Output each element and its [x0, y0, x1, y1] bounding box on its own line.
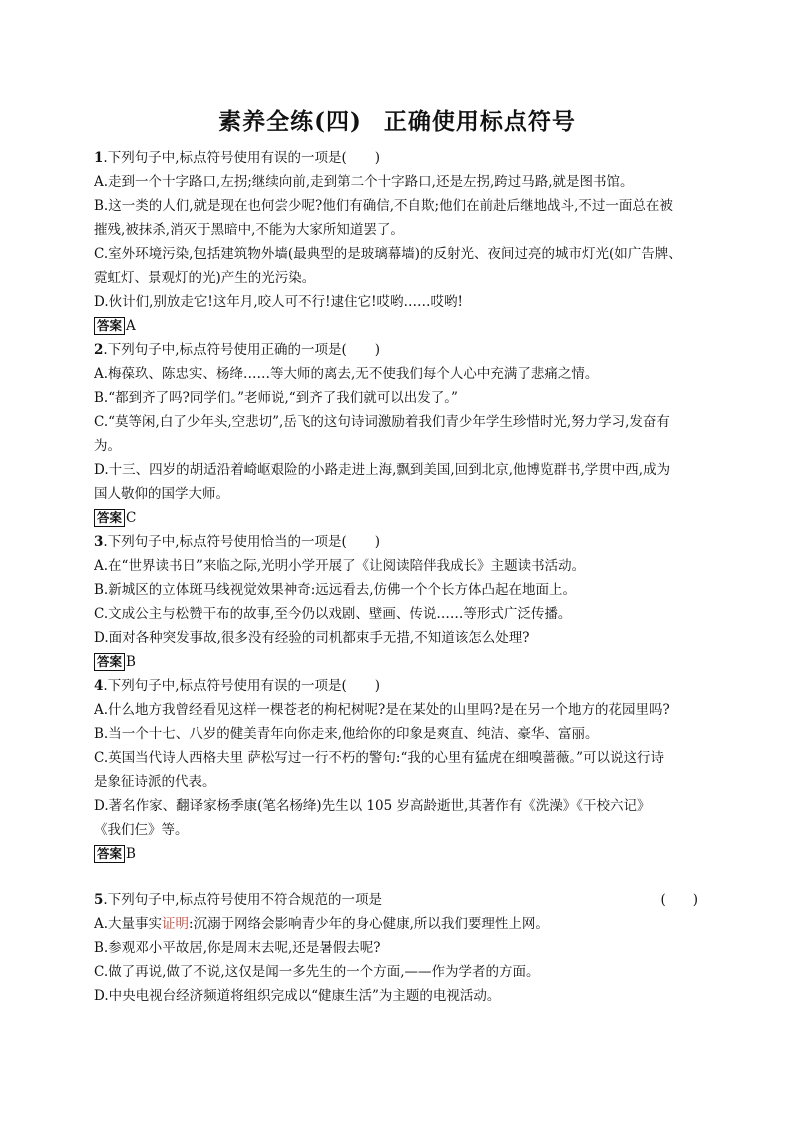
question-number: 5: [94, 892, 104, 908]
answer-label: 答案: [94, 653, 125, 671]
option-a: A.什么地方我曾经看见这样一棵苍老的枸杞树呢?是在某处的山里吗?是在另一个地方的花园里吗?: [94, 702, 670, 718]
option-b: B.新城区的立体斑马线视觉效果神奇:远远看去,仿佛一个个长方体凸起在地面上。: [94, 582, 577, 598]
option-c-cont: 是象征诗派的代表。: [94, 774, 216, 790]
answer-value: B: [126, 846, 136, 862]
question-5: [94, 888, 706, 1008]
question-list: [94, 146, 706, 1008]
answer-label: 答案: [94, 317, 125, 335]
answer-value: C: [126, 510, 137, 526]
option-b: B.当一个十七、八岁的健美青年向你走来,他给你的印象是爽直、纯洁、豪华、富丽。: [94, 726, 599, 742]
answer-row: [94, 650, 706, 674]
answer-label: 答案: [94, 845, 125, 863]
option-d: D.中央电视台经济频道将组织完成以“健康生活”为主题的电视活动。: [94, 988, 501, 1004]
option-a: A.走到一个十字路口,左拐;继续向前,走到第二个十字路口,还是左拐,跨过马路,就是图书馆。: [94, 174, 634, 190]
option-c: C.“莫等闲,白了少年头,空悲切”,岳飞的这句诗词激励着我们青少年学生珍惜时光,努力学习,发奋有: [94, 414, 670, 430]
page-title: [0, 103, 794, 136]
option-b: B.这一类的人们,就是现在也何尝少呢?他们有确信,不自欺;他们在前赴后继地战斗,不过一面总在被: [94, 198, 673, 214]
question-2: [94, 338, 706, 530]
option-b-cont: 摧残,被抹杀,消灭于黑暗中,不能为大家所知道罢了。: [94, 222, 404, 238]
option-d: D.伙计们,别放走它!这年月,咬人可不行!逮住它!哎哟……哎哟!: [94, 294, 463, 310]
option-d-cont: 国人敬仰的国学大师。: [94, 486, 229, 502]
answer-blank: ( ): [660, 892, 698, 908]
question-number: 4: [94, 678, 104, 694]
question-number: 1: [94, 150, 104, 166]
title-main: 素养全练(四): [218, 108, 362, 135]
question-stem: 5.下列句子中,标点符号使用不符合规范的一项是 ( ): [94, 888, 706, 912]
question-stem: 2.下列句子中,标点符号使用正确的一项是( ): [94, 342, 381, 358]
option-c: C.室外环境污染,包括建筑物外墙(最典型的是玻璃幕墙)的反射光、夜间过亮的城市灯光(如广告牌、: [94, 246, 682, 262]
question-stem: 1.下列句子中,标点符号使用有误的一项是( ): [94, 150, 381, 166]
option-b: B.“都到齐了吗?同学们。”老师说,“到齐了我们就可以出发了。”: [94, 390, 458, 406]
option-a: A.在“世界读书日”来临之际,光明小学开展了《让阅读陪伴我成长》主题读书活动。: [94, 558, 586, 574]
option-d: D.著名作家、翻译家杨季康(笔名杨绛)先生以 105 岁高龄逝世,其著作有《洗澡》《干校六记》: [94, 798, 651, 814]
option-b: B.参观邓小平故居,你是周末去呢,还是暑假去呢?: [94, 940, 381, 956]
option-d: D.十三、四岁的胡适沿着崎岖艰险的小路走进上海,飘到美国,回到北京,他博览群书,学贯中西,成为: [94, 462, 671, 478]
question-1: [94, 146, 706, 338]
question-stem: 3.下列句子中,标点符号使用恰当的一项是( ): [94, 534, 381, 550]
option-c-cont: 为。: [94, 438, 121, 454]
option-c: C.英国当代诗人西格夫里 萨松写过一行不朽的警句:“我的心里有猛虎在细嗅蔷薇。”可以说这行诗: [94, 750, 665, 766]
answer-value: B: [126, 654, 136, 670]
highlighted-word: 证明: [162, 916, 190, 932]
title-sub: 正确使用标点符号: [383, 108, 576, 135]
answer-row: [94, 314, 706, 338]
question-4: [94, 674, 706, 866]
option-c: C.文成公主与松赞干布的故事,至今仍以戏剧、壁画、传说……等形式广泛传播。: [94, 606, 572, 622]
answer-label: 答案: [94, 509, 125, 527]
question-stem: 4.下列句子中,标点符号使用有误的一项是( ): [94, 678, 381, 694]
question-number: 2: [94, 342, 104, 358]
option-c-cont: 霓虹灯、景观灯的光)产生的光污染。: [94, 270, 316, 286]
option-c: C.做了再说,做了不说,这仅是闻一多先生的一个方面,——作为学者的方面。: [94, 964, 540, 980]
question-number: 3: [94, 534, 104, 550]
option-d-cont: 《我们仨》等。: [94, 822, 189, 838]
answer-row: [94, 506, 706, 530]
answer-value: A: [126, 318, 136, 334]
option-a: A.大量事实证明:沉溺于网络会影响青少年的身心健康,所以我们要理性上网。: [94, 916, 549, 932]
option-a: A.梅葆玖、陈忠实、杨绛……等大师的离去,无不使我们每个人心中充满了悲痛之情。: [94, 366, 599, 382]
option-d: D.面对各种突发事故,很多没有经验的司机都束手无措,不知道该怎么处理?: [94, 630, 530, 646]
question-3: [94, 530, 706, 674]
answer-row: [94, 842, 706, 866]
